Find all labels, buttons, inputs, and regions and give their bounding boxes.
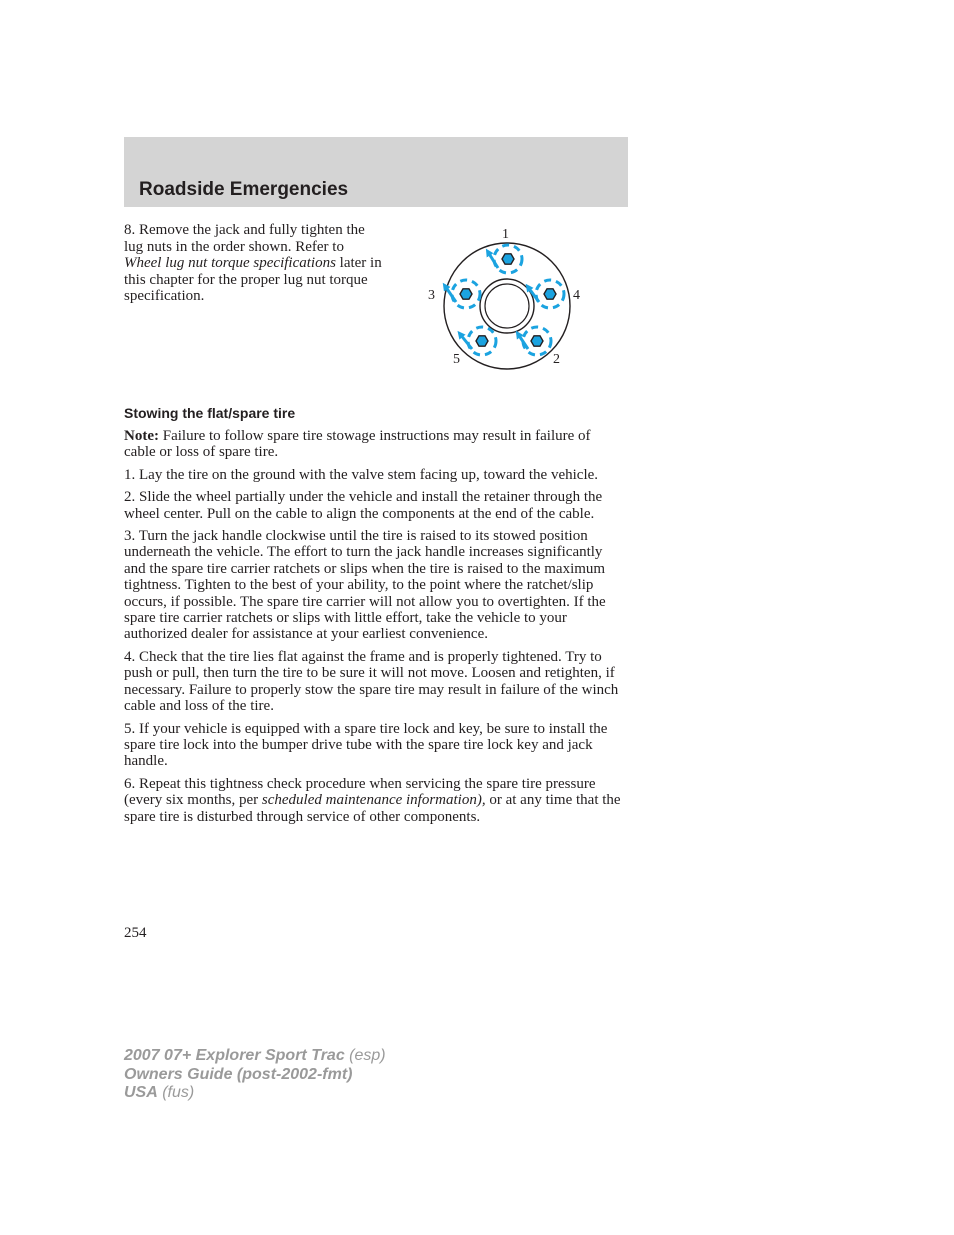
order-label-2: 2: [553, 352, 560, 367]
step-4: 4. Check that the tire lies flat against the frame and is properly tightened. Try to push or pull, then turn the tire to be sure it will not move. Loosen and retighten, if necessary. Failure to properly stow the spare tire may result in failure of the winch cable and loss of the tire.: [124, 648, 619, 715]
lug-nut-2-icon: [531, 336, 543, 346]
intro-italic-reference: Wheel lug nut torque specifications: [124, 255, 336, 271]
footer-model: 2007 07+ Explorer Sport Trac: [124, 1047, 345, 1064]
footer-market-code: (fus): [157, 1084, 195, 1101]
step-5: 5. If your vehicle is equipped with a spare tire lock and key, be sure to install the spare tire lock into the bumper drive tube with the spare tire lock key and jack handle.: [124, 720, 608, 770]
lug-nut-4-icon: [544, 289, 556, 299]
wheel-hub-outer: [480, 279, 534, 333]
lug-nut-order-diagram: [420, 224, 595, 374]
lug-nut-1-icon: [502, 254, 514, 264]
page-number: 254: [124, 925, 147, 941]
order-label-5: 5: [453, 352, 460, 367]
subsection-heading: Stowing the flat/spare tire: [124, 405, 296, 421]
note-text: Failure to follow spare tire stowage instructions may result in failure of cable or loss of spare tire.: [124, 428, 591, 461]
document-footer: [124, 1047, 386, 1103]
intro-text-after: later in this chapter for the proper lug nut torque specification.: [124, 255, 382, 304]
footer-line-3: [124, 1084, 386, 1103]
footer-guide: Owners Guide (post-2002-fmt): [124, 1065, 353, 1083]
footer-model-code: (esp): [344, 1047, 386, 1064]
note-paragraph: [124, 428, 624, 461]
intro-paragraph: [124, 222, 384, 305]
footer-line-2: [124, 1066, 386, 1085]
stowing-section: [124, 404, 624, 831]
footer-market: USA: [124, 1084, 158, 1101]
step-6: [124, 776, 624, 825]
order-label-4: 4: [573, 288, 580, 303]
intro-text-before: 8. Remove the jack and fully tighten the lug nuts in the order shown. Refer to: [124, 222, 365, 255]
note-label: Note:: [124, 428, 159, 444]
lug-nut-3-icon: [460, 289, 472, 299]
step-2: 2. Slide the wheel partially under the vehicle and install the retainer through the wheel center. Pull on the cable to align the components at the end of the cable.: [124, 489, 603, 522]
step-6-text-before: 6. Repeat this tightness check procedure when servicing the spare tire pressure (every six months, per: [124, 775, 596, 809]
step-1: 1. Lay the tire on the ground with the valve stem facing up, toward the vehicle.: [124, 466, 599, 483]
arrow-1: [488, 252, 498, 268]
step-6-italic-reference: scheduled maintenance information),: [261, 792, 486, 809]
section-header-band: [124, 137, 628, 207]
section-title: Roadside Emergencies: [139, 179, 349, 200]
lug-nut-5-icon: [476, 336, 488, 346]
step-3: 3. Turn the jack handle clockwise until the tire is raised to its stowed position underneath the vehicle. The effort to turn the jack handle increases significantly and the spare tire carrier ratchets or slips when the tire is raised to the maximum tightness. Tighten to the best of your ability, to the point where the ratchet/slip occurs, if possible. The spare tire carrier will not allow you to overtighten. If the spare tire carrier ratchets or slips with little effort, take the vehicle to your authorized dealer for assistance at your earliest convenience.: [124, 528, 606, 643]
order-label-1: 1: [502, 227, 509, 242]
wheel-hub-inner: [485, 284, 529, 328]
footer-line-1: [124, 1047, 386, 1066]
step-6-text-after: or at any time that the spare tire is disturbed through service of other components.: [124, 792, 621, 825]
order-label-3: 3: [428, 288, 435, 303]
